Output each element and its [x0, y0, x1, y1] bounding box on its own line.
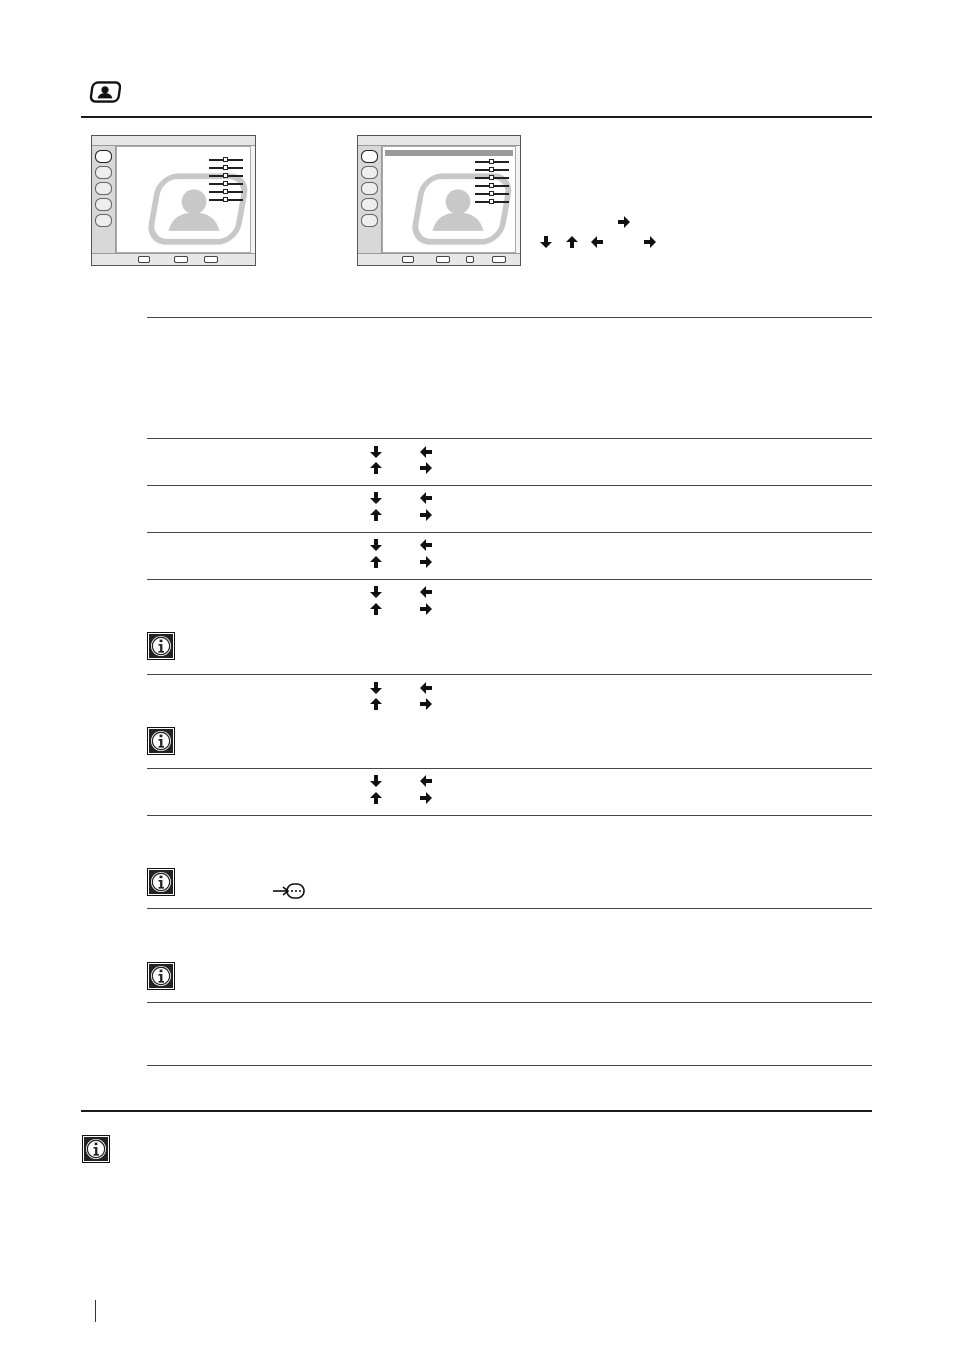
arrow-down-icon	[369, 491, 383, 505]
plus-key-icon	[466, 256, 474, 263]
arrow-left-icon	[419, 491, 433, 505]
setup-menu-icon	[95, 198, 112, 211]
arrow-up-icon	[369, 508, 383, 522]
arrow-left-icon	[419, 445, 433, 459]
slider-bar	[209, 199, 243, 201]
arrow-down-icon	[369, 585, 383, 599]
table-divider	[147, 815, 872, 816]
arrow-up-icon	[369, 461, 383, 475]
picture-menu-screen	[91, 135, 256, 266]
arrow-left-icon	[419, 774, 433, 788]
screen-button-bar	[358, 253, 520, 265]
arrow-left-icon	[419, 538, 433, 552]
table-divider	[147, 768, 872, 769]
arrow-down-icon	[369, 774, 383, 788]
menu-key-icon	[204, 256, 218, 263]
menu-key-icon	[492, 256, 506, 263]
sound-menu-icon	[361, 166, 378, 179]
selected-row-highlight	[385, 150, 513, 156]
table-divider	[147, 485, 872, 486]
arrow-up-icon	[369, 697, 383, 711]
arrow-down-icon	[369, 681, 383, 695]
slider-bar	[209, 183, 243, 185]
footer-section-rule	[81, 1110, 872, 1112]
arrow-down-icon	[369, 445, 383, 459]
slider-bar	[209, 167, 243, 169]
picture-menu-icon	[361, 150, 378, 163]
info-icon	[147, 868, 175, 896]
arrow-up-icon	[369, 791, 383, 805]
arrow-up-icon	[369, 602, 383, 616]
table-divider	[147, 674, 872, 675]
arrow-up-icon	[565, 235, 579, 249]
arrow-right-icon	[617, 215, 631, 229]
select-key-icon	[138, 256, 150, 263]
slider-bar	[475, 185, 509, 187]
input-icon	[272, 882, 306, 900]
page-margin-marker	[95, 1300, 96, 1322]
preset-menu-icon	[95, 214, 112, 227]
arrow-up-icon	[369, 555, 383, 569]
ok-key-icon	[174, 256, 188, 263]
arrow-right-icon	[419, 555, 433, 569]
arrow-right-icon	[643, 235, 657, 249]
features-menu-icon	[95, 182, 112, 195]
info-icon	[147, 727, 175, 755]
menu-panel	[116, 146, 251, 253]
arrow-left-icon	[590, 235, 604, 249]
setup-menu-icon	[361, 198, 378, 211]
table-divider	[147, 317, 872, 318]
picture-watermark-icon	[403, 169, 513, 249]
picture-menu-icon	[95, 150, 112, 163]
slider-bar	[475, 169, 509, 171]
sound-menu-icon	[95, 166, 112, 179]
slider-bar	[209, 191, 243, 193]
picture-menu-screen-selected	[357, 135, 521, 266]
table-divider	[147, 908, 872, 909]
arrow-right-icon	[419, 602, 433, 616]
arrow-right-icon	[419, 697, 433, 711]
picture-adjustment-icon	[89, 80, 121, 104]
features-menu-icon	[361, 182, 378, 195]
table-divider	[147, 1002, 872, 1003]
slider-bar	[209, 175, 243, 177]
header-rule	[81, 116, 872, 118]
slider-bar	[475, 161, 509, 163]
picture-watermark-icon	[139, 169, 249, 249]
table-divider	[147, 579, 872, 580]
select-key-icon	[402, 256, 414, 263]
preset-menu-icon	[361, 214, 378, 227]
menu-sidebar	[92, 146, 116, 255]
arrow-right-icon	[419, 791, 433, 805]
arrow-right-icon	[419, 508, 433, 522]
menu-panel	[382, 146, 516, 253]
info-icon	[82, 1135, 110, 1163]
menu-sidebar	[358, 146, 382, 255]
slider-bar	[209, 159, 243, 161]
info-icon	[147, 962, 175, 990]
arrow-down-icon	[539, 235, 553, 249]
ok-key-icon	[436, 256, 450, 263]
table-divider	[147, 532, 872, 533]
screen-button-bar	[92, 253, 255, 265]
info-icon	[147, 632, 175, 660]
table-divider	[147, 438, 872, 439]
slider-bar	[475, 201, 509, 203]
slider-bar	[475, 193, 509, 195]
slider-bar	[475, 177, 509, 179]
arrow-right-icon	[419, 461, 433, 475]
table-divider	[147, 1065, 872, 1066]
arrow-left-icon	[419, 681, 433, 695]
arrow-left-icon	[419, 585, 433, 599]
arrow-down-icon	[369, 538, 383, 552]
